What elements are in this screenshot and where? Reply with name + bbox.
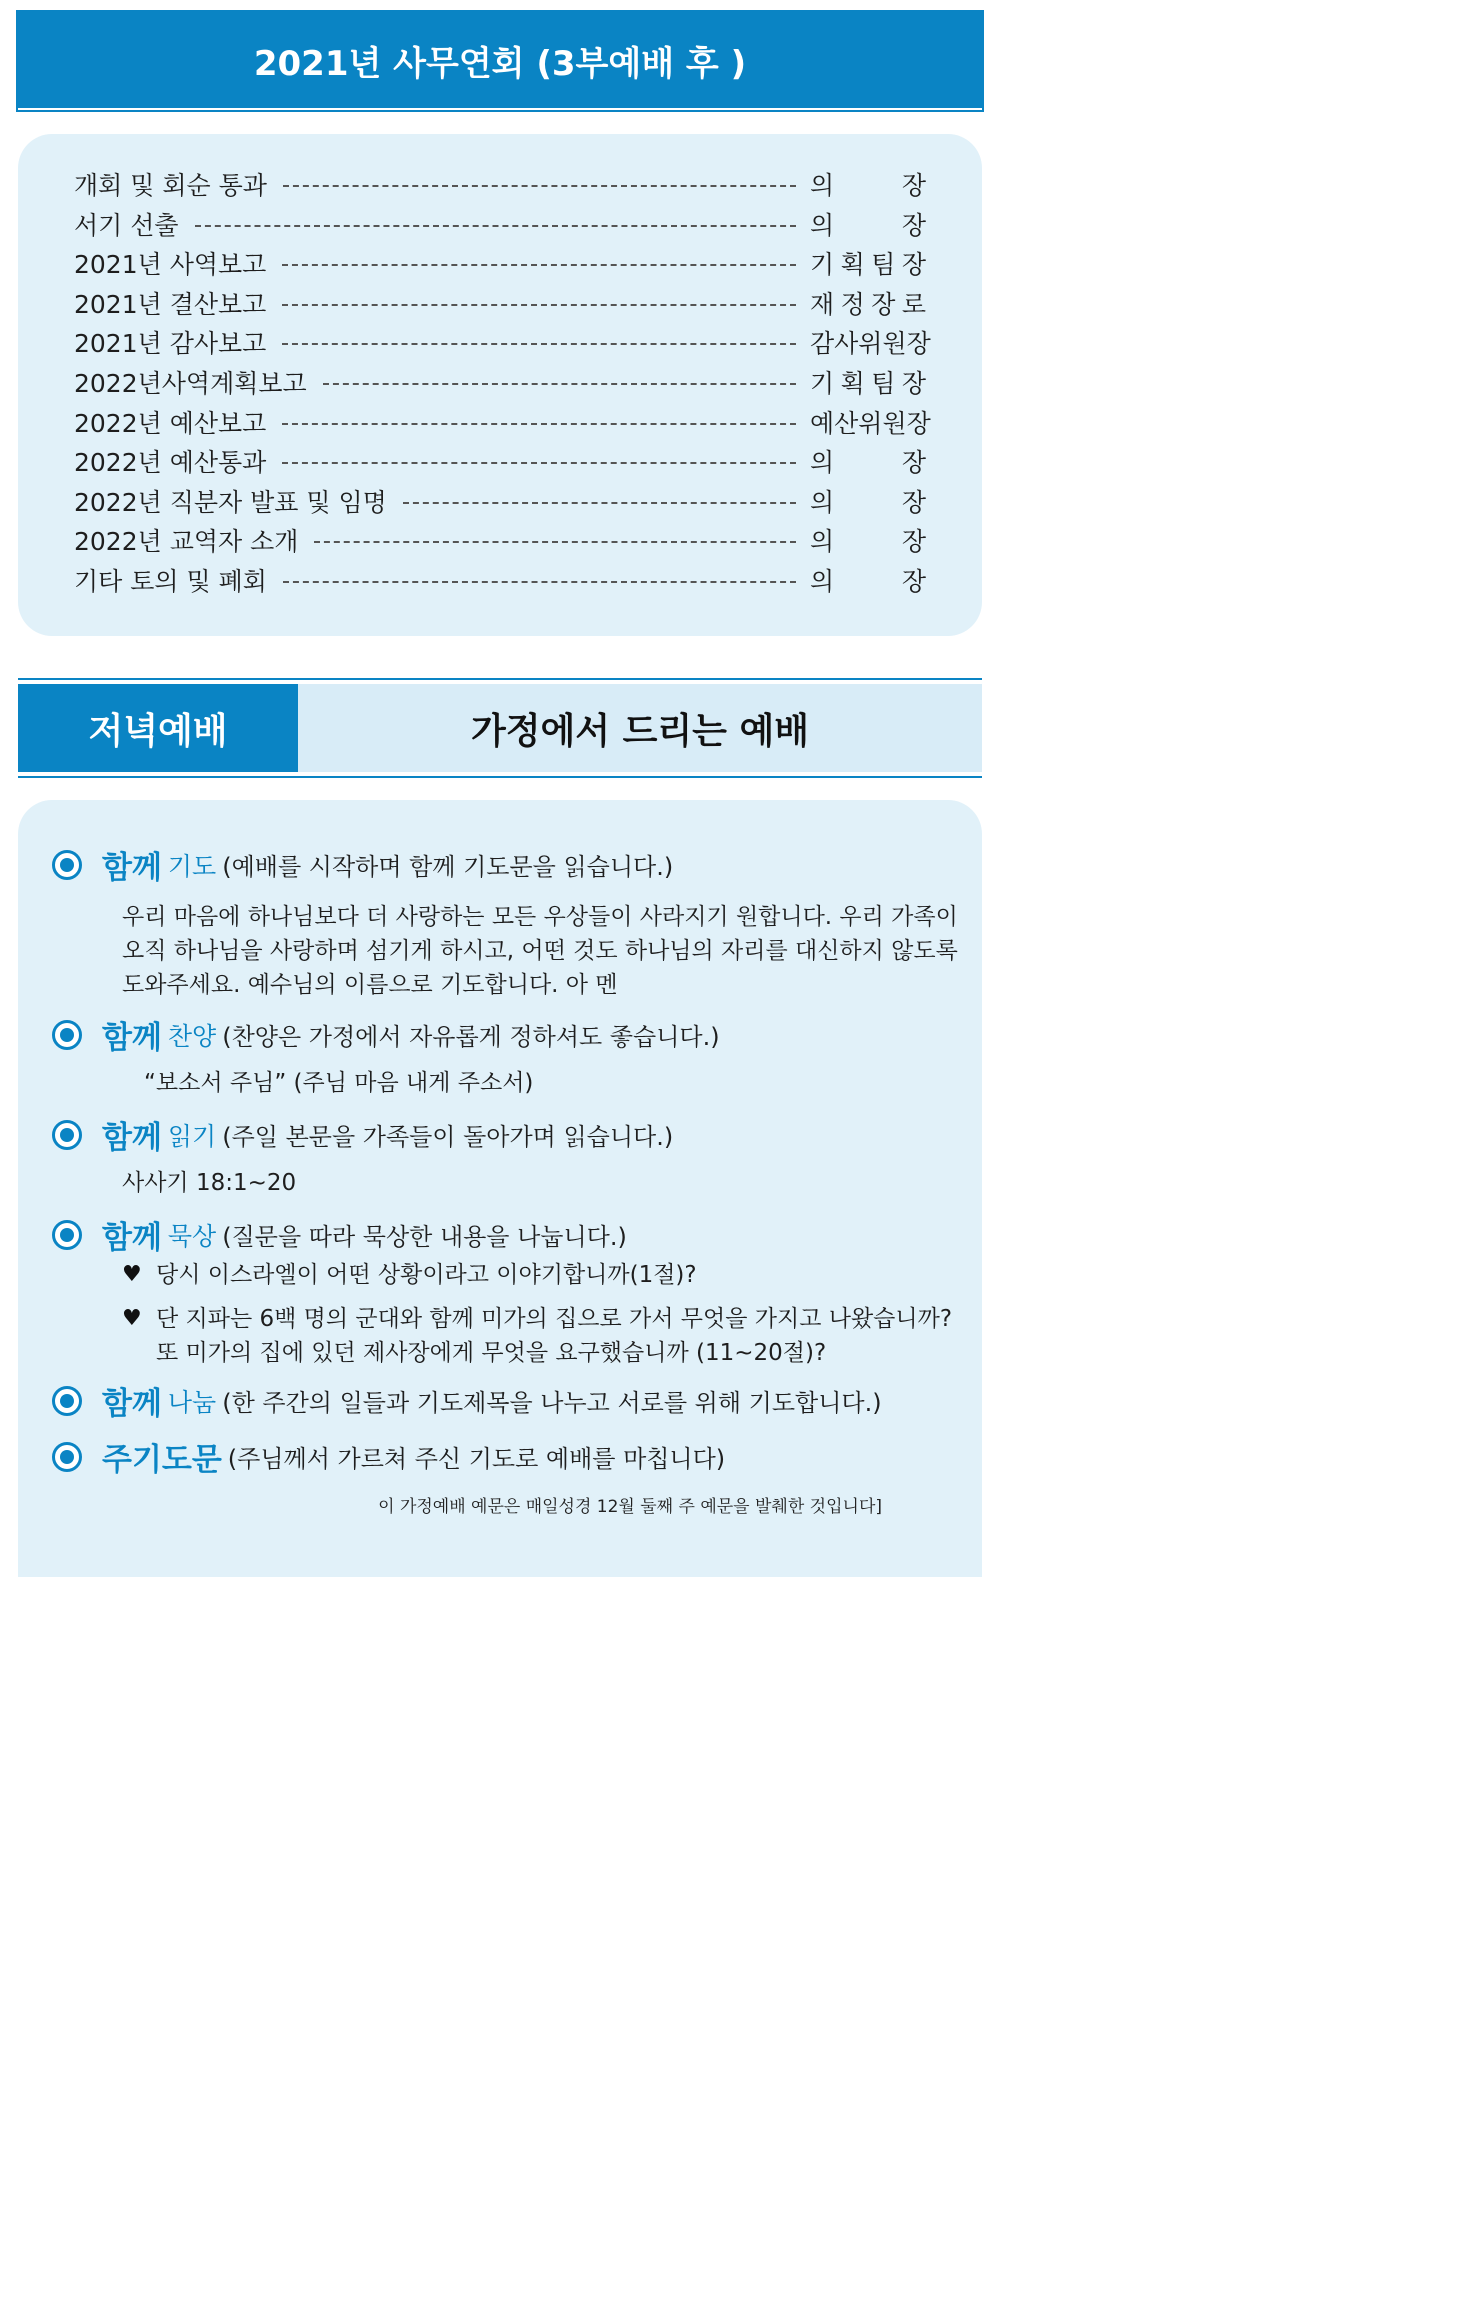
agenda-role	[810, 285, 926, 321]
agenda-role-part: 의	[810, 487, 835, 517]
meeting-title-banner	[18, 12, 982, 110]
agenda-role	[810, 522, 926, 558]
bullet-icon	[52, 850, 82, 880]
agenda-role-part: 장	[901, 171, 926, 200]
section-subtitle: 기도	[167, 851, 217, 881]
agenda-role-part: 예산위원장	[810, 408, 931, 438]
prayer-line: 도와주세요. 예수님의 이름으로 기도합니다. 아 멘	[122, 972, 618, 998]
agenda-role-part: 팀	[871, 250, 896, 280]
agenda-role	[810, 324, 931, 360]
agenda-role-part: 정	[840, 289, 865, 319]
agenda-item: 기타 토의 및 폐회	[74, 567, 267, 596]
section-reading	[52, 1112, 673, 1157]
dotted-leader	[195, 225, 796, 227]
agenda-item: 2022년 예산통과	[74, 448, 267, 478]
evening-worship-label: 저녁예배	[18, 684, 298, 772]
agenda-item: 2022년 예산보고	[74, 408, 267, 438]
section-description: (주님께서 가르쳐 주신 기도로 예배를 마칩니다)	[227, 1445, 726, 1473]
meditation-question	[122, 1302, 952, 1370]
section-sharing	[52, 1378, 882, 1423]
praise-song: “보소서 주님” (주님 마음 내게 주소서)	[144, 1070, 534, 1096]
agenda-row	[74, 402, 931, 442]
agenda-role-part: 장	[901, 250, 926, 280]
agenda-item: 서기 선출	[74, 210, 179, 240]
heart-icon: ♥	[122, 1306, 142, 1331]
bullet-icon	[52, 1020, 82, 1050]
dotted-leader	[403, 502, 796, 504]
section-title: 함께	[102, 1020, 162, 1056]
footnote: 이 가정예배 예문은 매일성경 12월 둘째 주 예문을 발췌한 것입니다]	[378, 1497, 882, 1517]
dotted-leader	[282, 304, 796, 306]
agenda-role	[810, 364, 926, 400]
agenda-row	[74, 283, 926, 323]
agenda-role-part: 장	[901, 448, 926, 478]
agenda-role-part: 획	[840, 250, 865, 280]
agenda-role-part: 의	[810, 210, 835, 240]
section-title: 함께	[102, 1220, 162, 1256]
section-lords-prayer	[52, 1434, 725, 1479]
agenda-item: 2021년 사역보고	[74, 250, 267, 280]
agenda-role-part: 장	[901, 210, 926, 240]
section-description: (찬양은 가정에서 자유롭게 정하셔도 좋습니다.)	[222, 1023, 720, 1051]
agenda-item: 개회 및 회순 통과	[74, 171, 267, 200]
bullet-icon	[52, 1220, 82, 1250]
agenda-role-part: 팀	[871, 369, 896, 398]
agenda-role-part: 의	[810, 527, 835, 557]
agenda-row	[74, 560, 926, 600]
section-title: 함께	[102, 850, 162, 886]
meeting-title: 2021년 사무연회 (3부예배 후 )	[253, 43, 747, 84]
agenda-item: 2022년사역계획보고	[74, 369, 307, 398]
agenda-role	[810, 483, 926, 519]
bullet-icon	[52, 1442, 82, 1472]
agenda-row	[74, 362, 926, 402]
section-description: (질문을 따라 묵상한 내용을 나눕니다.)	[222, 1223, 627, 1251]
agenda-item: 2021년 결산보고	[74, 289, 267, 319]
agenda-panel	[18, 134, 982, 636]
section-meditation	[52, 1212, 627, 1257]
section-title: 주기도문	[102, 1442, 222, 1478]
prayer-line: 오직 하나님을 사랑하며 섬기게 하시고, 어떤 것도 하나님의 자리를 대신하지 않도록	[122, 938, 958, 964]
agenda-role	[810, 404, 931, 440]
agenda-item: 2022년 교역자 소개	[74, 527, 299, 557]
agenda-role-part: 획	[840, 369, 865, 398]
section-description: (한 주간의 일들과 기도제목을 나누고 서로를 위해 기도합니다.)	[222, 1389, 882, 1417]
meditation-question	[122, 1258, 697, 1292]
heart-icon: ♥	[122, 1262, 142, 1287]
agenda-role-part: 장	[901, 567, 926, 596]
agenda-role-part: 의	[810, 567, 835, 596]
section-subtitle: 나눔	[167, 1387, 217, 1417]
agenda-role	[810, 166, 926, 202]
section-subtitle: 읽기	[167, 1121, 217, 1151]
agenda-role-part: 로	[901, 289, 926, 319]
agenda-role	[810, 443, 926, 479]
agenda-row	[74, 204, 926, 244]
agenda-role-part: 기	[810, 369, 835, 398]
agenda-role-part: 재	[810, 289, 835, 319]
agenda-role-part: 장	[901, 369, 926, 398]
section-description: (예배를 시작하며 함께 기도문을 읽습니다.)	[222, 853, 674, 881]
section-prayer	[52, 842, 673, 887]
agenda-role-part: 장	[871, 289, 896, 319]
agenda-role-part: 의	[810, 448, 835, 478]
dotted-leader	[282, 423, 796, 425]
reading-passage: 사사기 18:1~20	[122, 1170, 297, 1196]
agenda-role-part: 기	[810, 250, 835, 280]
agenda-row	[74, 481, 926, 521]
agenda-role-part: 장	[901, 487, 926, 517]
prayer-text	[122, 900, 958, 1002]
agenda-item: 2021년 감사보고	[74, 329, 267, 359]
evening-worship-header	[18, 678, 982, 778]
question-text: 단 지파는 6백 명의 군대와 함께 미가의 집으로 가서 무엇을 가지고 나왔습니까?	[156, 1306, 953, 1332]
dotted-leader	[283, 581, 796, 583]
section-title: 함께	[102, 1386, 162, 1422]
agenda-role-part: 감사위원장	[810, 329, 931, 359]
agenda-role	[810, 206, 926, 242]
agenda-row	[74, 243, 926, 283]
agenda-row	[74, 520, 926, 560]
agenda-row	[74, 322, 931, 362]
agenda-row	[74, 164, 926, 204]
question-text: 또 미가의 집에 있던 제사장에게 무엇을 요구했습니까 (11~20절)?	[156, 1340, 827, 1366]
question-text: 당시 이스라엘이 어떤 상황이라고 이야기합니까(1절)?	[156, 1262, 697, 1288]
section-description: (주일 본문을 가족들이 돌아가며 읽습니다.)	[222, 1123, 674, 1151]
section-title: 함께	[102, 1120, 162, 1156]
home-worship-title: 가정에서 드리는 예배	[298, 684, 982, 772]
bullet-icon	[52, 1386, 82, 1416]
agenda-item: 2022년 직분자 발표 및 임명	[74, 487, 387, 517]
agenda-role-part: 장	[901, 527, 926, 557]
dotted-leader	[282, 264, 796, 266]
dotted-leader	[283, 185, 796, 187]
prayer-line: 우리 마음에 하나님보다 더 사랑하는 모든 우상들이 사라지기 원합니다. 우리 가족이	[122, 904, 958, 930]
dotted-leader	[323, 383, 796, 385]
dotted-leader	[282, 343, 796, 345]
section-subtitle: 묵상	[167, 1221, 217, 1251]
agenda-role	[810, 562, 926, 598]
agenda-row	[74, 441, 926, 481]
section-praise	[52, 1012, 720, 1057]
bullet-icon	[52, 1120, 82, 1150]
dotted-leader	[314, 541, 796, 543]
agenda-role	[810, 245, 926, 281]
agenda-role-part: 의	[810, 171, 835, 200]
dotted-leader	[282, 462, 796, 464]
section-subtitle: 찬양	[167, 1021, 217, 1051]
